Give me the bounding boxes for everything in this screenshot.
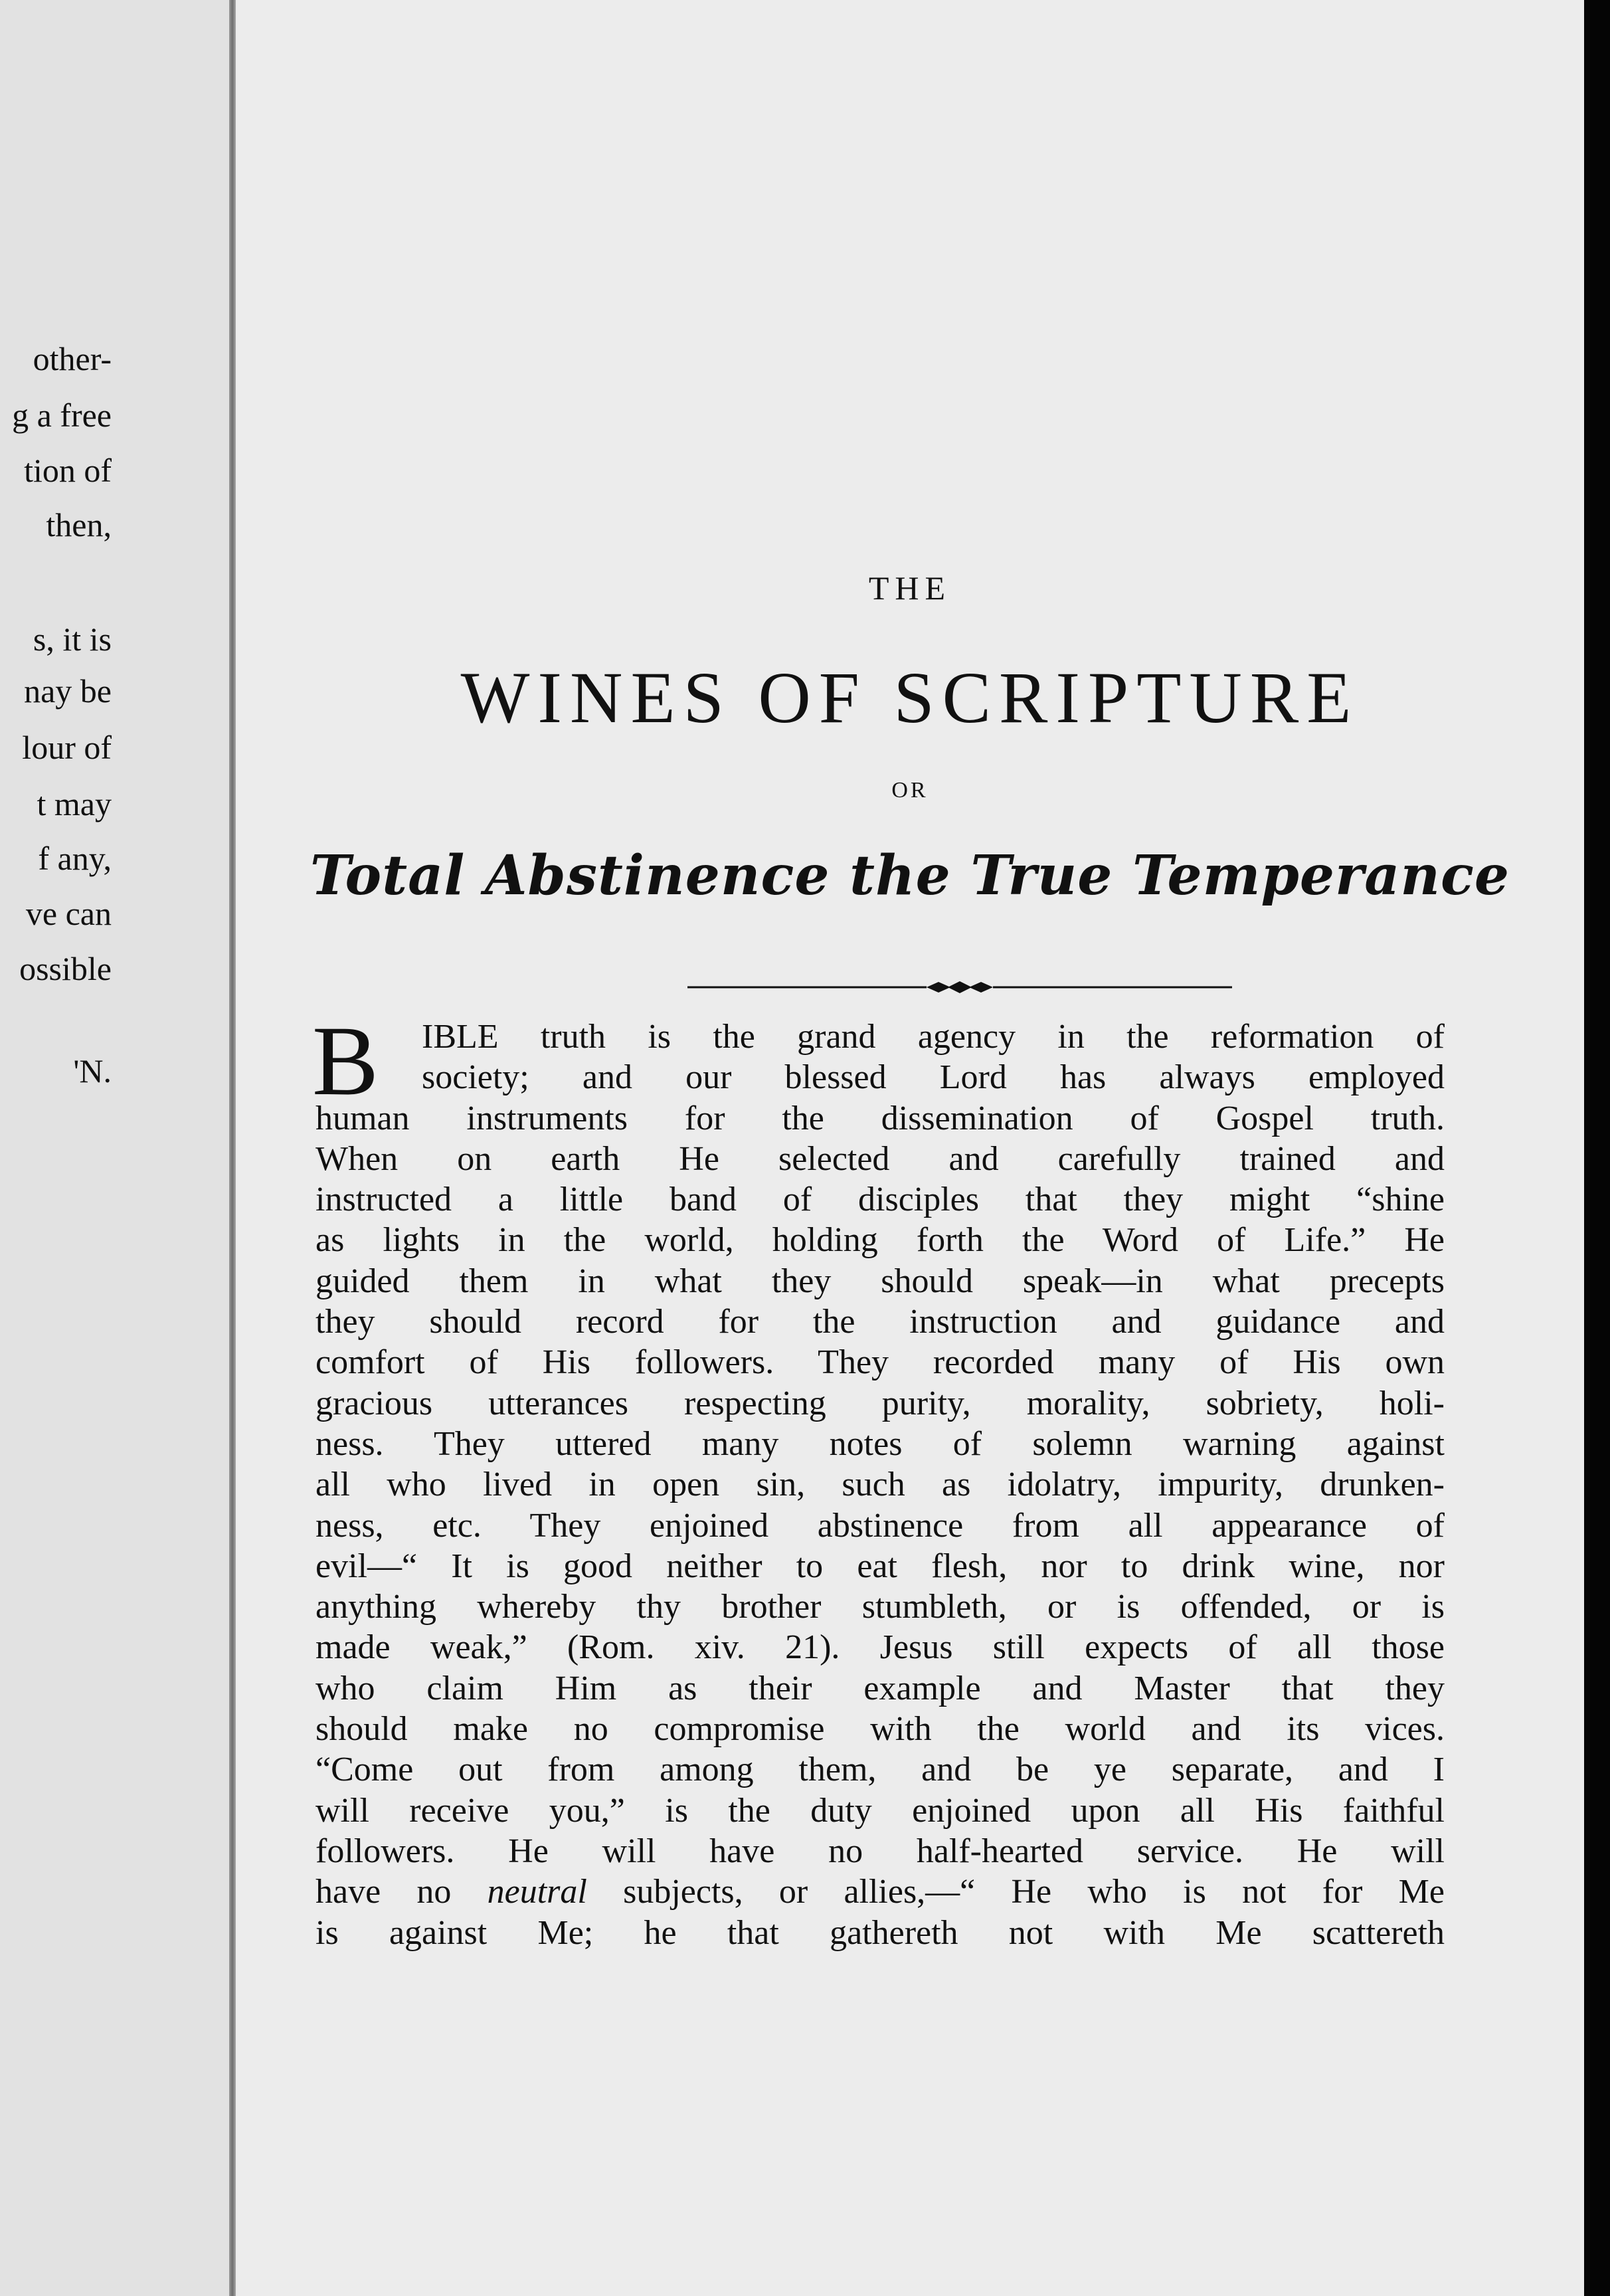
body-line: as lights in the world, holding forth the Word of Life.” He bbox=[315, 1221, 1445, 1260]
body-line: who claim Him as their example and Master that they bbox=[315, 1669, 1445, 1707]
body-line: should make no compromise with the world and its vices. bbox=[315, 1710, 1445, 1749]
body-line: made weak,” (Rom. xiv. 21). Jesus still expects of all those bbox=[315, 1628, 1445, 1667]
right-page bbox=[236, 0, 1584, 2296]
body-line: will receive you,” is the duty enjoined upon all His faithful bbox=[315, 1791, 1445, 1830]
left-page-fragment: f any, bbox=[38, 840, 112, 877]
body-line: ness. They uttered many notes of solemn warning against bbox=[315, 1424, 1445, 1463]
body-text bbox=[312, 1006, 1445, 1953]
body-line: society; and our blessed Lord has always employed bbox=[422, 1058, 1445, 1097]
body-line: IBLE truth is the grand agency in the reformation of bbox=[422, 1018, 1445, 1056]
left-page-fragment: lour of bbox=[22, 729, 112, 766]
left-page-fragment: nay be bbox=[24, 672, 112, 710]
drop-cap: B bbox=[312, 1006, 379, 1116]
body-line: anything whereby thy brother stumbleth, or is offended, or is bbox=[315, 1588, 1445, 1626]
left-page bbox=[0, 0, 229, 2296]
body-line: When on earth He selected and carefully trained and bbox=[315, 1139, 1445, 1178]
left-page-fragment: s, it is bbox=[33, 621, 112, 658]
body-line: ness, etc. They enjoined abstinence from all appearance of bbox=[315, 1506, 1445, 1545]
left-page-fragment: 'N. bbox=[73, 1052, 112, 1090]
body-line: comfort of His followers. They recorded many of His own bbox=[315, 1343, 1445, 1382]
body-line: they should record for the instruction and guidance and bbox=[315, 1303, 1445, 1341]
body-line: gracious utterances respecting purity, morality, sobriety, holi- bbox=[315, 1384, 1445, 1422]
page-subtitle: Total Abstinence the True Temperance bbox=[310, 844, 1510, 908]
left-page-fragment: other- bbox=[33, 340, 112, 377]
left-page-fragment: then, bbox=[46, 506, 112, 543]
body-line: is against Me; he that gathereth not with Me scattereth bbox=[315, 1913, 1445, 1952]
ornament-rule-icon bbox=[687, 975, 1232, 999]
title-conjunction: OR bbox=[891, 778, 929, 803]
body-line bbox=[315, 1871, 1445, 1912]
left-page-fragment: g a free bbox=[12, 397, 112, 434]
title-article: THE bbox=[868, 569, 952, 607]
body-line: followers. He will have no half-hearted service. He will bbox=[315, 1832, 1445, 1870]
left-page-fragment: tion of bbox=[24, 452, 112, 489]
body-line: “Come out from among them, and be ye separate, and I bbox=[315, 1751, 1445, 1789]
body-line: guided them in what they should speak—in what precepts bbox=[315, 1262, 1445, 1300]
body-line: instructed a little band of disciples that they might “shine bbox=[315, 1181, 1445, 1219]
body-line: human instruments for the dissemination of Gospel truth. bbox=[315, 1099, 1445, 1137]
left-page-fragment: ossible bbox=[19, 950, 112, 987]
left-page-fragment: ve can bbox=[25, 895, 112, 932]
left-page-fragment: t may bbox=[37, 785, 112, 822]
page-gutter bbox=[229, 0, 236, 2296]
scan-edge bbox=[1584, 0, 1610, 2296]
body-line-start: have no bbox=[315, 1873, 488, 1911]
page-title: WINES OF SCRIPTURE bbox=[460, 657, 1360, 738]
body-line-end: subjects, or allies,—“ He who is not for Me bbox=[586, 1873, 1445, 1911]
body-line: evil—“ It is good neither to eat flesh, nor to drink wine, nor bbox=[315, 1547, 1445, 1585]
body-line: all who lived in open sin, such as idolatry, impurity, drunken- bbox=[315, 1466, 1445, 1504]
emphasized-word: neutral bbox=[487, 1873, 587, 1911]
